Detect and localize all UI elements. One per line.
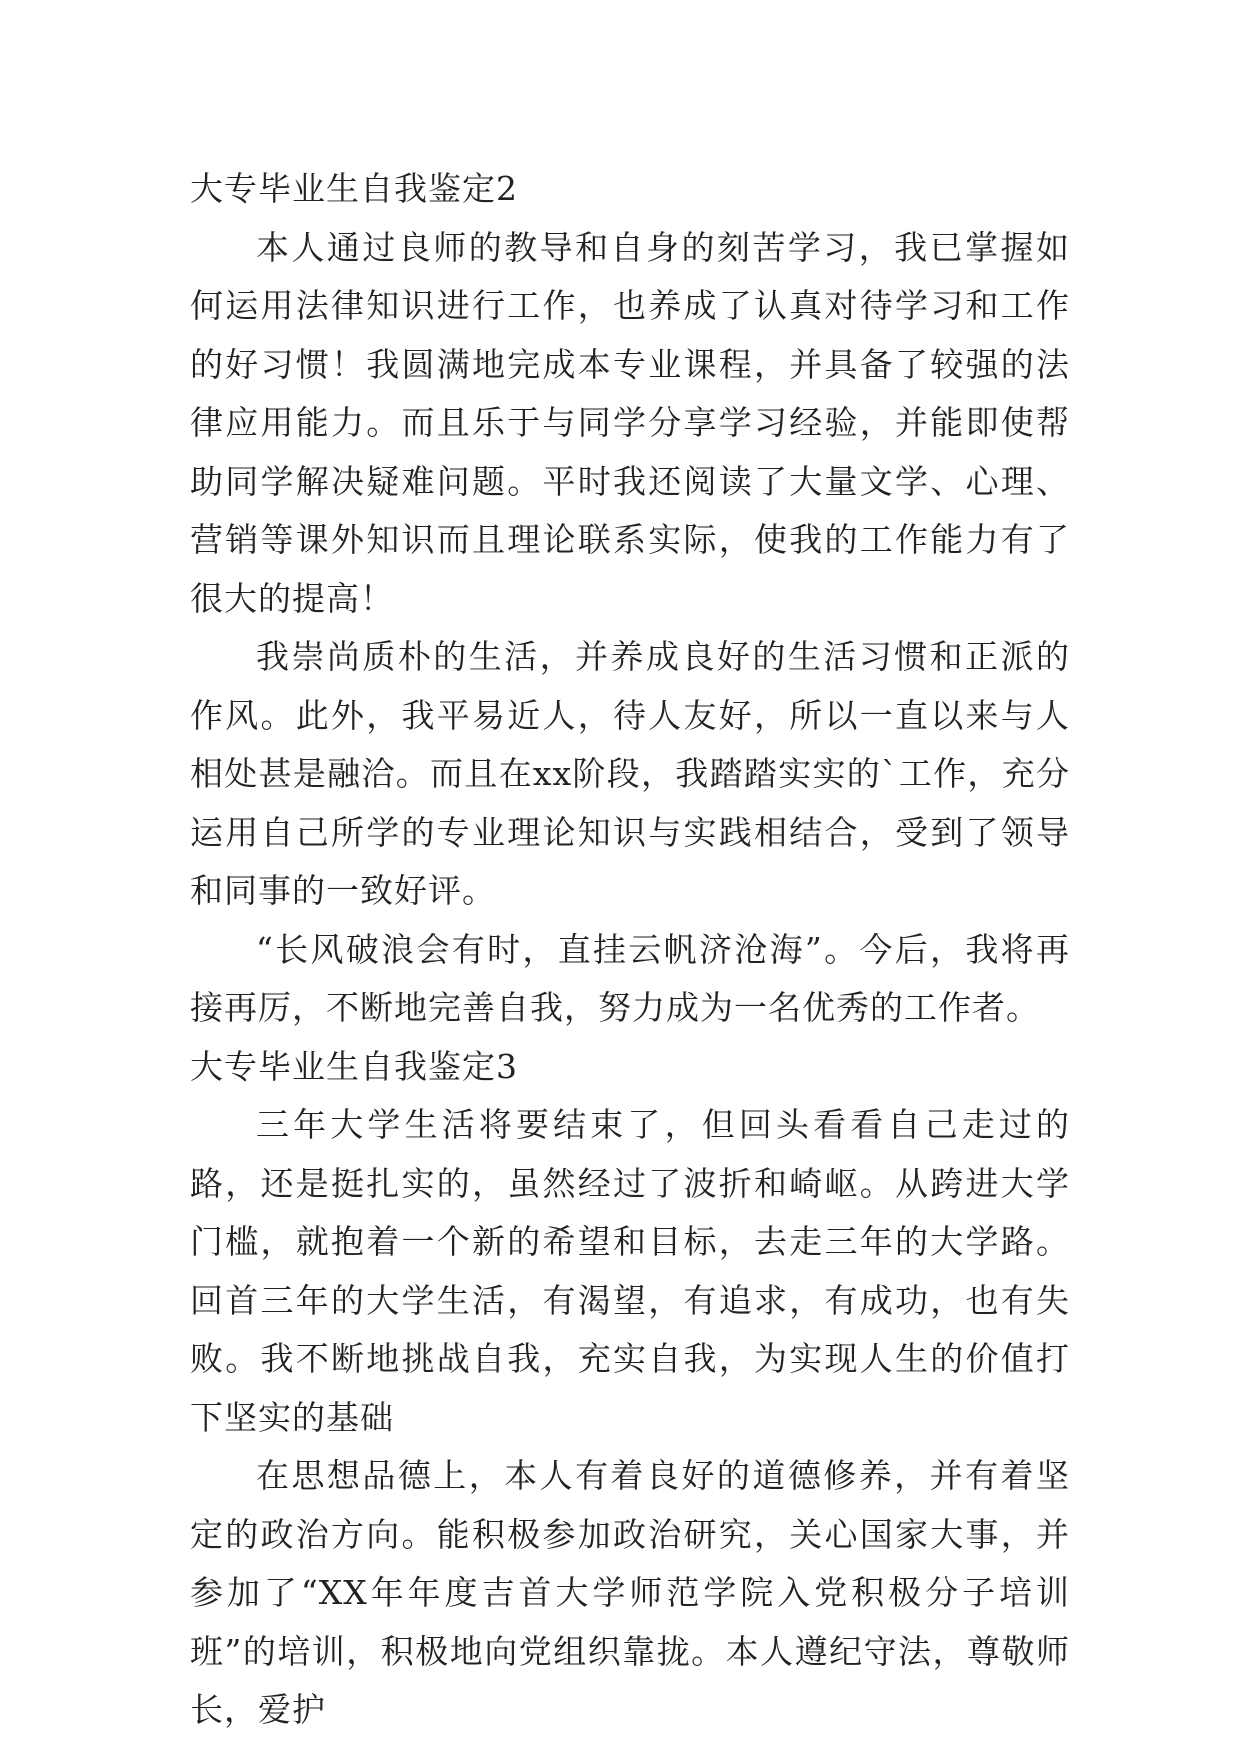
paragraph: 三年大学生活将要结束了，但回头看看自己走过的路，还是挺扎实的，虽然经过了波折和崎岖。从跨进大学门槛，就抱着一个新的希望和目标，去走三年的大学路。回首三年的大学生活，有渴望，有追求，有成功，也有失败。我不断地挑战自我，充实自我，为实现人生的价值打下坚实的基础	[190, 1105, 1070, 1437]
section-heading-2: 大专毕业生自我鉴定2	[190, 169, 518, 208]
paragraph: 在思想品德上，本人有着良好的道德修养，并有着坚定的政治方向。能积极参加政治研究，关心国家大事，并参加了“XX年年度吉首大学师范学院入党积极分子培训班”的培训，积极地向党组织靠拢。本人遵纪守法，尊敬师长，爱护	[190, 1456, 1070, 1729]
paragraph: 本人通过良师的教导和自身的刻苦学习，我已掌握如何运用法律知识进行工作，也养成了认真对待学习和工作的好习惯！我圆满地完成本专业课程，并具备了较强的法律应用能力。而且乐于与同学分享学习经验，并能即使帮助同学解决疑难问题。平时我还阅读了大量文学、心理、营销等课外知识而且理论联系实际，使我的工作能力有了很大的提高！	[190, 227, 1070, 618]
paragraph: 我崇尚质朴的生活，并养成良好的生活习惯和正派的作风。此外，我平易近人，待人友好，所以一直以来与人相处甚是融洽。而且在xx阶段，我踏踏实实的`工作，充分运用自己所学的专业理论知识与实践相结合，受到了领导和同事的一致好评。	[190, 637, 1070, 910]
paragraph: “长风破浪会有时，直挂云帆济沧海”。今后，我将再接再厉，不断地完善自我，努力成为一名优秀的工作者。	[190, 929, 1070, 1027]
document-body	[190, 160, 1070, 1740]
section-heading-3: 大专毕业生自我鉴定3	[190, 1046, 518, 1086]
